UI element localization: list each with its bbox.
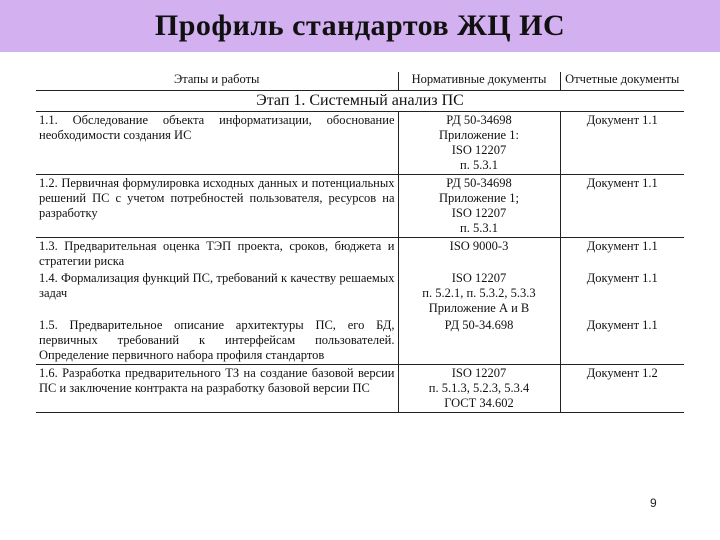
table-row — [36, 365, 684, 413]
stage-title: Этап 1. Системный анализ ПС — [36, 91, 684, 112]
title-bar — [0, 0, 720, 52]
work-cell: 1.4. Формализация функций ПС, требований к качеству решаемых задач — [39, 271, 395, 300]
work-cell: 1.2. Первичная формулировка исходных данных и потенциальных решений ПС с учетом потребностей пользователя, ресурсов на разработку — [36, 175, 398, 238]
header-work: Этапы и работы — [36, 72, 398, 91]
report-cell: Документ 1.1 — [560, 112, 684, 175]
table-row — [36, 317, 684, 365]
table-row — [36, 175, 684, 238]
norm-line: ISO 12207 — [451, 206, 507, 220]
norm-line: Приложение 1; — [439, 191, 519, 205]
norm-line: п. 5.3.1 — [460, 158, 498, 172]
report-cell: Документ 1.1 — [560, 175, 684, 238]
norm-cell — [398, 270, 560, 317]
norm-line: РД 50-34698 — [446, 176, 512, 190]
report-cell: Документ 1.1 — [586, 239, 658, 253]
norm-cell — [398, 238, 560, 271]
work-cell: 1.5. Предварительное описание архитектуры ПС, его БД, первичных требований к интерфейсам пользователей. Определение первичного набора профиля стандартов — [36, 317, 398, 365]
work-cell: 1.1. Обследование объекта информатизации, обоснование необходимости создания ИС — [36, 112, 398, 175]
norm-line: РД 50-34.698 — [444, 318, 514, 332]
norm-cell — [398, 365, 560, 413]
norm-line: Приложение 1: — [439, 128, 519, 142]
work-cell: 1.6. Разработка предварительного ТЗ на создание базовой версии ПС и заключение контракта на разработку базовой версии ПС — [36, 365, 398, 413]
report-cell: Документ 1.2 — [560, 365, 684, 413]
norm-cell — [398, 317, 560, 365]
header-report: Отчетные документы — [560, 72, 684, 91]
norm-line: ISO 12207 — [451, 143, 507, 157]
standards-table — [36, 72, 684, 413]
slide-title: Профиль стандартов ЖЦ ИС — [154, 9, 566, 42]
norm-line: ГОСТ 34.602 — [444, 396, 514, 410]
norm-line: Приложение А и В — [428, 301, 530, 315]
norm-cell — [398, 175, 560, 238]
table-row — [36, 270, 684, 317]
table-row — [36, 112, 684, 175]
norm-line: п. 5.2.1, п. 5.3.2, 5.3.3 — [422, 286, 536, 300]
header-norm: Нормативные документы — [398, 72, 560, 91]
norm-line: п. 5.1.3, 5.2.3, 5.3.4 — [428, 381, 530, 395]
norm-line: ISO 12207 — [451, 271, 507, 285]
norm-line: п. 5.3.1 — [460, 221, 498, 235]
work-cell: 1.3. Предварительная оценка ТЭП проекта, сроков, бюджета и стратегии риска — [39, 239, 395, 268]
table-header-row — [36, 72, 684, 91]
report-cell: Документ 1.1 — [586, 271, 658, 285]
norm-cell — [398, 112, 560, 175]
norm-line: ISO 12207 — [451, 366, 507, 380]
page-number: 9 — [650, 496, 657, 510]
norm-line: РД 50-34698 — [446, 113, 512, 127]
table-row — [36, 238, 684, 271]
norm-line: ISO 9000-3 — [449, 239, 509, 253]
report-cell: Документ 1.1 — [560, 317, 684, 365]
stage-row — [36, 91, 684, 112]
